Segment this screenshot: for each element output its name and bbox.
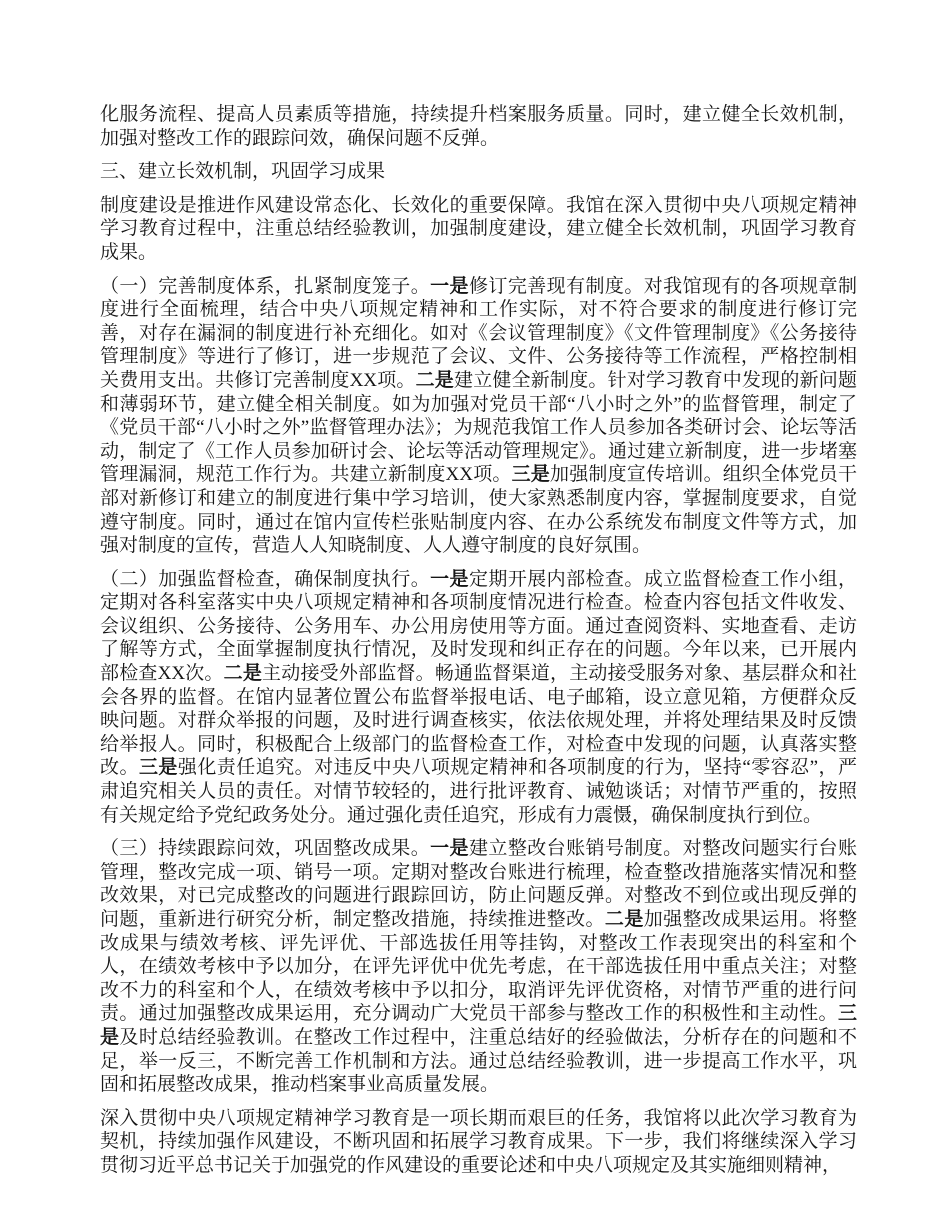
text-run: 定期开展内部检查。成立监督检查工作小组，定期对各科室落实中央八项规定精神和各项制度情况进行检查。检查内容包括文件收发、会议组织、公务接待、公务用车、办公用房使用等方面。通过查阅资料、实地查看、走访了解等方式，全面掌握制度执行情况，及时发现和纠正存在的问题。今年以来，已开展内部检查XX次。 (100, 568, 857, 685)
text-run: 制度建设是推进作风建设常态化、长效化的重要保障。我馆在深入贯彻中央八项规定精神学习教育过程中，注重总结经验教训，加强制度建设，建立健全长效机制，巩固学习教育成果。 (100, 194, 857, 263)
text-run: （三）持续跟踪问效，巩固整改成果。 (100, 838, 431, 860)
ordinal-marker: 一是 (430, 838, 469, 860)
text-run: 建立健全新制度。针对学习教育中发现的新问题和薄弱环节，建立健全相关制度。如为加强对党员干部“八小时之外”的监督管理，制定了《党员干部“八小时之外”监督管理办法》；为规范我馆工作人员参加各类研讨会、论坛等活动，制定了《工作人员参加研讨会、论坛等活动管理规定》。通过建立新制度，进一步堵塞管理漏洞，规范工作行为。共建立新制度XX项。 (100, 369, 857, 486)
ordinal-marker: 二是 (223, 663, 263, 685)
text-run: 修订完善现有制度。对我馆现有的各项规章制度进行全面梳理，结合中央八项规定精神和工作实际，对不符合要求的制度进行修订完善，对存在漏洞的制度进行补充细化。如对《会议管理制度》《文件管理制度》《公务接待管理制度》等进行了修订，进一步规范了会议、文件、公务接待等工作流程，严格控制相关费用支出。共修订完善制度XX项。 (100, 275, 857, 391)
paragraph-item-3 (100, 837, 857, 1097)
text-run: 加强制度宣传培训。组织全体党员干部对新修订和建立的制度进行集中学习培训，使大家熟悉制度内容，掌握制度要求，自觉遵守制度。同时，通过在馆内宣传栏张贴制度内容、在办公系统发布制度文件等方式，加强对制度的宣传，营造人人知晓制度、人人遵守制度的良好氛围。 (100, 464, 857, 557)
text-run: （二）加强监督检查，确保制度执行。 (100, 568, 431, 590)
text-run: 深入贯彻中央八项规定精神学习教育是一项长期而艰巨的任务，我馆将以此次学习教育为契机，持续加强作风建设，不断巩固和拓展学习教育成果。下一步，我们将继续深入学习贯彻习近平总书记关于加强党的作风建设的重要论述和中央八项规定及其实施细则精神， (100, 1107, 857, 1176)
ordinal-marker: 一是 (430, 275, 469, 297)
heading-text: 三、建立长效机制，巩固学习成果 (100, 161, 386, 183)
text-run: 加强整改成果运用。将整改成果与绩效考核、评先评优、干部选拔任用等挂钩，对整改工作表现突出的科室和个人，在绩效考核中予以加分，在评先评优中优先考虑，在干部选拔任用中重点关注；对整改不力的科室和个人，在绩效考核中予以扣分，取消评先评优资格，对情节严重的进行问责。通过加强整改成果运用，充分调动广大党员干部参与整改工作的积极性和主动性。 (100, 909, 857, 1025)
text-run: 强化责任追究。对违反中央八项规定精神和各项制度的行为，坚持“零容忍”，严肃追究相关人员的责任。对情节较轻的，进行批评教育、诫勉谈话；对情节严重的，按照有关规定给予党纪政务处分。通过强化责任追究，形成有力震慑，确保制度执行到位。 (100, 757, 857, 826)
ordinal-marker: 三是 (511, 464, 551, 486)
paragraph-item-1 (100, 275, 857, 558)
document-body (100, 103, 857, 1188)
text-run: 化服务流程、提高人员素质等措施，持续提升档案服务质量。同时，建立健全长效机制，加强对整改工作的跟踪问效，确保问题不反弹。 (100, 104, 857, 149)
text-run: 及时总结经验教训。在整改工作过程中，注重总结好的经验做法，分析存在的问题和不足，举一反三，不断完善工作机制和方法。通过总结经验教训，进一步提高工作水平，巩固和拓展整改成果，推动档案事业高质量发展。 (100, 1026, 857, 1096)
text-run: 建立整改台账销号制度。对整改问题实行台账管理，整改完成一项、销号一项。定期对整改台账进行梳理，检查整改措施落实情况和整改效果，对已完成整改的问题进行跟踪回访，防止问题反弹。对整改不到位或出现反弹的问题，重新进行研究分析，制定整改措施，持续推进整改。 (100, 838, 857, 930)
text-run: 主动接受外部监督。畅通监督渠道，主动接受服务对象、基层群众和社会各界的监督。在馆内显著位置公布监督举报电话、电子邮箱，设立意见箱，方便群众反映问题。对群众举报的问题，及时进行调查核实，依法依规处理，并将处理结果及时反馈给举报人。同时，积极配合上级部门的监督检查工作，对检查中发现的问题，认真落实整改。 (100, 663, 857, 779)
section-heading (100, 160, 857, 184)
paragraph-continuation (100, 103, 857, 150)
ordinal-marker: 一是 (430, 568, 469, 590)
paragraph-intro (100, 194, 857, 265)
paragraph-closing (100, 1107, 857, 1178)
ordinal-marker: 三是 (138, 757, 178, 779)
ordinal-marker: 二是 (415, 369, 455, 391)
text-run: （一）完善制度体系，扎紧制度笼子。 (100, 275, 431, 297)
ordinal-marker: 二是 (604, 909, 644, 930)
paragraph-item-2 (100, 568, 857, 828)
ordinal-marker: 三是 (100, 1003, 857, 1048)
